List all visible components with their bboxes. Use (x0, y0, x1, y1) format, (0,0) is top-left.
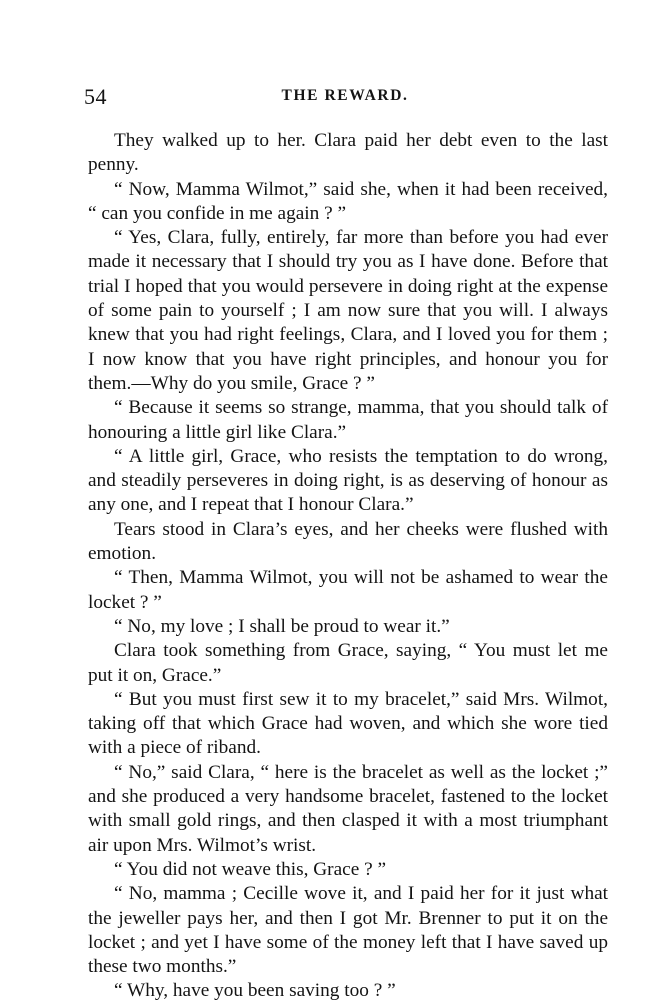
page-number: 54 (84, 84, 107, 109)
paragraph: “ Because it seems so strange, mamma, that you should talk of honouring a little girl like Clara.” (88, 397, 608, 443)
page-header (84, 84, 606, 112)
paragraph: “ No,” said Clara, “ here is the bracelet as well as the locket ;” and she produced a very handsome bracelet, fastened to the locket with small gold rings, and then clasped it with a most triumphant air upon Mrs. Wilmot’s wrist. (88, 761, 608, 856)
paragraph: “ No, my love ; I shall be proud to wear it.” (114, 615, 450, 637)
paragraph: “ A little girl, Grace, who resists the temptation to do wrong, and steadily perseveres in doing right, is as deserving of honour as any one, and I repeat that I honour Clara.” (88, 445, 608, 516)
paragraph: “ Why, have you been saving too ? ” (114, 980, 396, 1002)
body-text (88, 129, 608, 1004)
paragraph: “ Then, Mamma Wilmot, you will not be ashamed to wear the locket ? ” (88, 567, 608, 613)
paragraph: “ But you must first sew it to my bracelet,” said Mrs. Wilmot, taking off that which Grace had woven, and which she wore tied with a piece of riband. (88, 688, 608, 759)
paragraph: “ Yes, Clara, fully, entirely, far more than before you had ever made it necessary that I should try you as I have done. Before that trial I hoped that you would persevere in doing right at the expense of some pain to yourself ; I am now sure that you will. I always knew that you had right feelings, Clara, and I loved you for them ; I now know that you have right principles, and honour you for them.—Why do you smile, Grace ? ” (88, 227, 608, 394)
paragraph: “ You did not weave this, Grace ? ” (114, 858, 387, 880)
paragraph: “ Now, Mamma Wilmot,” said she, when it had been received, “ can you confide in me again ? ” (88, 178, 608, 224)
paragraph: They walked up to her. Clara paid her debt even to the last penny. (88, 130, 608, 176)
running-head: THE REWARD. (281, 87, 409, 104)
paragraph: Tears stood in Clara’s eyes, and her cheeks were flushed with emotion. (88, 518, 608, 565)
paragraph: “ No, mamma ; Cecille wove it, and I paid her for it just what the jeweller pays her, and then I got Mr. Brenner to put it on the locket ; and yet I have some of the money left that I have saved up these two months.” (88, 883, 608, 978)
paragraph: Clara took something from Grace, saying, “ You must let me put it on, Grace.” (88, 640, 608, 686)
